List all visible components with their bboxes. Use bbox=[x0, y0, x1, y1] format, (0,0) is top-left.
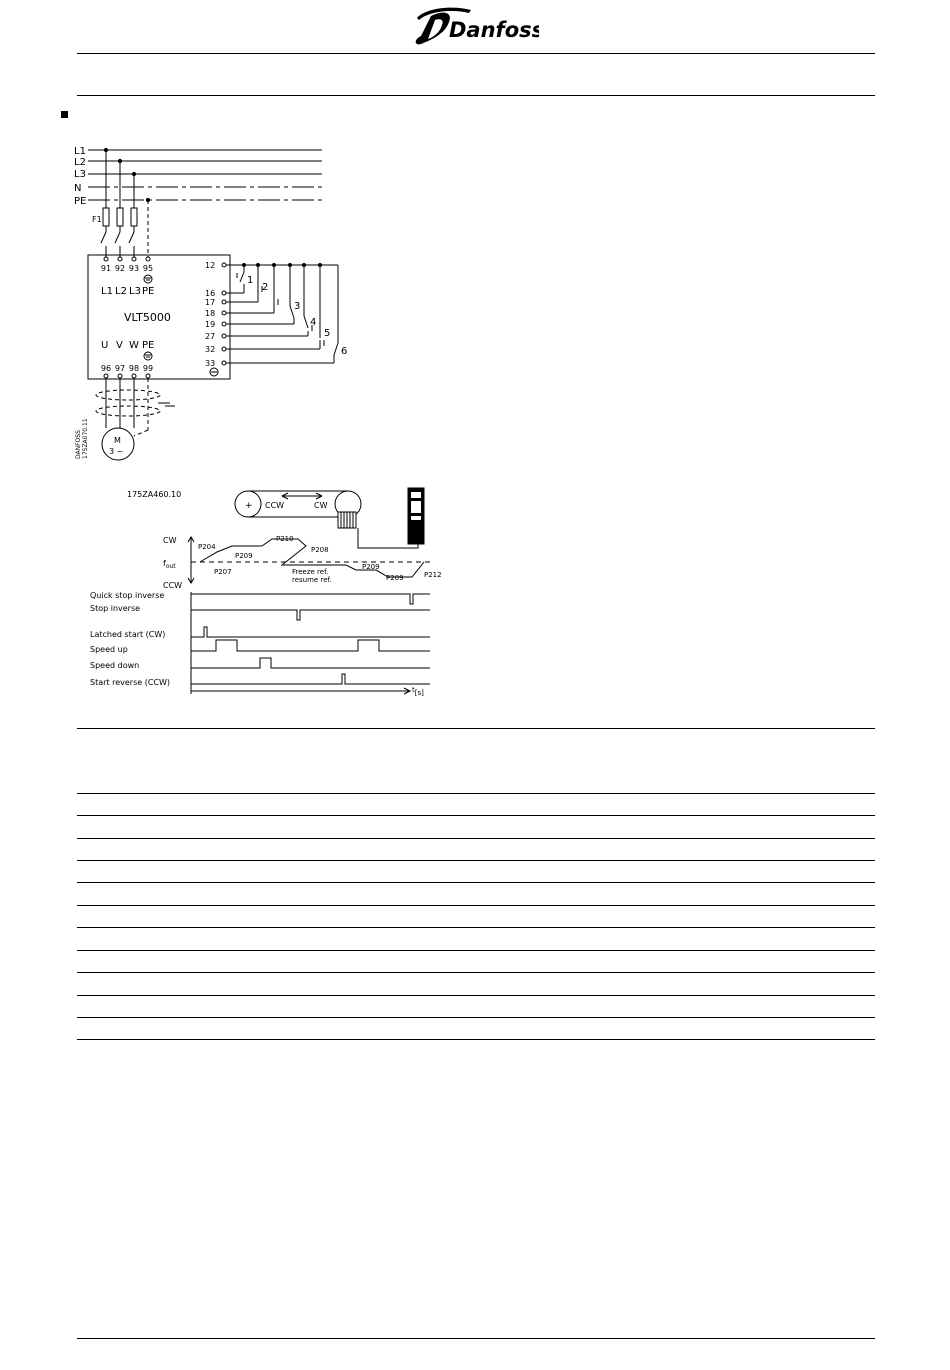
mains-terminals bbox=[104, 257, 150, 261]
phase-label-pe: PE bbox=[142, 286, 155, 297]
terminal-95: 95 bbox=[142, 264, 154, 273]
conveyor-motor-icon bbox=[338, 512, 356, 528]
fuses bbox=[101, 208, 137, 258]
resume-ref-label: resume ref. bbox=[292, 576, 332, 584]
terminal-92: 92 bbox=[114, 264, 126, 273]
motor-terminals bbox=[104, 374, 150, 378]
time-axis-label: t[s] bbox=[412, 686, 424, 697]
signal-traces bbox=[191, 592, 430, 694]
terminal-97: 97 bbox=[114, 364, 126, 373]
mains-phase-labels bbox=[101, 286, 154, 297]
line-label-l1: L1 bbox=[74, 146, 86, 157]
signal-start-reverse: Start reverse (CCW) bbox=[90, 678, 171, 687]
chassis-ground-icon bbox=[210, 368, 218, 376]
mains-line-labels bbox=[74, 146, 86, 207]
device-name: VLT5000 bbox=[124, 311, 171, 324]
motor-label-w: W bbox=[129, 340, 139, 351]
signal-stop-inverse: Stop inverse bbox=[90, 604, 141, 613]
table-row-rule bbox=[77, 815, 875, 816]
switch-number-4: 4 bbox=[310, 317, 317, 328]
switch-number-3: 3 bbox=[294, 301, 301, 312]
param-p209-c: P209 bbox=[386, 574, 404, 582]
switch-numbers bbox=[247, 275, 347, 357]
section-bullet-icon bbox=[61, 111, 68, 118]
param-p209-b: P209 bbox=[362, 563, 380, 571]
motor-phase-label: 3 ~ bbox=[109, 447, 124, 456]
drawing-code-line-2: 175ZA070.11 bbox=[82, 418, 89, 459]
footer-rule bbox=[77, 1338, 875, 1339]
line-label-l2: L2 bbox=[74, 157, 86, 168]
fuse-label: F1 bbox=[92, 215, 102, 224]
terminal-19: 19 bbox=[205, 320, 216, 329]
trace-quick-stop-inverse bbox=[191, 594, 430, 604]
line-label-l3: L3 bbox=[74, 169, 86, 180]
terminal-17: 17 bbox=[205, 298, 216, 307]
trace-stop-inverse bbox=[191, 610, 430, 620]
terminal-96: 96 bbox=[100, 364, 112, 373]
table-row-rule bbox=[77, 995, 875, 996]
motor-terminal-numbers bbox=[101, 364, 153, 373]
phase-label-l2: L2 bbox=[115, 286, 127, 297]
mains-lines bbox=[88, 148, 322, 262]
trace-speed-up bbox=[191, 640, 430, 651]
signal-quick-stop-inverse: Quick stop inverse bbox=[90, 591, 165, 600]
signal-speed-down: Speed down bbox=[90, 661, 140, 670]
motor-ground-symbol-icon bbox=[144, 352, 152, 360]
mains-terminal-numbers bbox=[101, 264, 153, 273]
trace-start-reverse bbox=[191, 674, 430, 684]
terminal-18: 18 bbox=[205, 309, 216, 318]
param-p204: P204 bbox=[198, 543, 216, 551]
axis-fout-label: $f_{out}$ bbox=[163, 559, 176, 570]
motor-label-v: V bbox=[116, 340, 123, 351]
signal-labels bbox=[90, 591, 170, 687]
timing-drawing-code: 175ZA460.10 bbox=[127, 490, 182, 499]
table-row-rule bbox=[77, 950, 875, 951]
logo-wordmark bbox=[416, 8, 539, 45]
table-row-rule bbox=[77, 793, 875, 794]
param-p210: P210 bbox=[276, 535, 294, 543]
motor-phase-labels bbox=[101, 340, 154, 351]
trace-latched-start bbox=[191, 627, 430, 637]
phase-label-l3: L3 bbox=[129, 286, 141, 297]
table-row-rule bbox=[77, 1017, 875, 1018]
danfoss-logo bbox=[413, 6, 539, 54]
param-p209-a: P209 bbox=[235, 552, 253, 560]
terminal-93: 93 bbox=[128, 264, 140, 273]
ground-symbol-icon bbox=[144, 275, 152, 283]
terminal-27: 27 bbox=[205, 332, 216, 341]
axis-cw-label: CW bbox=[163, 536, 177, 545]
freeze-ref-label: Freeze ref. bbox=[292, 568, 329, 576]
table-rule-bottom bbox=[77, 1039, 875, 1040]
terminal-99: 99 bbox=[142, 364, 154, 373]
line-label-pe: PE bbox=[74, 196, 87, 207]
terminal-33: 33 bbox=[205, 359, 216, 368]
belt-ccw-label: CCW bbox=[265, 501, 285, 510]
header-rule-bottom bbox=[77, 95, 875, 96]
motor-label-pe: PE bbox=[142, 340, 155, 351]
control-wiring bbox=[226, 264, 338, 364]
vlt-drive-icon bbox=[408, 488, 424, 544]
motor-cable bbox=[96, 378, 175, 436]
table-row-rule bbox=[77, 972, 875, 973]
param-p212: P212 bbox=[424, 571, 442, 579]
table-row-rule bbox=[77, 838, 875, 839]
header-rule-top bbox=[77, 53, 875, 54]
table-row-rule bbox=[77, 905, 875, 906]
terminal-12: 12 bbox=[205, 261, 216, 270]
line-label-n: N bbox=[74, 183, 82, 194]
switch-number-1: 1 bbox=[247, 275, 254, 286]
timing-diagram bbox=[85, 483, 447, 705]
axis-ccw-label: CCW bbox=[163, 581, 183, 590]
logo-text: Danfoss bbox=[449, 18, 539, 42]
control-terminal-circles bbox=[222, 263, 226, 365]
table-row-rule bbox=[77, 882, 875, 883]
wiring-diagram bbox=[72, 142, 362, 467]
terminal-91: 91 bbox=[100, 264, 112, 273]
phase-label-l1: L1 bbox=[101, 286, 113, 297]
table-row-rule bbox=[77, 927, 875, 928]
param-p208: P208 bbox=[311, 546, 329, 554]
control-terminal-numbers bbox=[205, 261, 215, 368]
terminal-32: 32 bbox=[205, 345, 216, 354]
belt-plus-label: + bbox=[245, 501, 253, 511]
drawing-code-line-1: DANFOSS bbox=[75, 430, 82, 459]
switch-number-5: 5 bbox=[324, 328, 331, 339]
switch-number-2: 2 bbox=[262, 282, 269, 293]
trace-speed-down bbox=[191, 658, 430, 668]
terminal-98: 98 bbox=[128, 364, 140, 373]
switch-number-6: 6 bbox=[341, 346, 348, 357]
motor-label-u: U bbox=[101, 340, 109, 351]
table-row-rule bbox=[77, 860, 875, 861]
wiring-drawing-code bbox=[75, 418, 89, 459]
signal-latched-start: Latched start (CW) bbox=[90, 630, 166, 639]
param-p207: P207 bbox=[214, 568, 232, 576]
motor-symbol-label: M bbox=[114, 436, 121, 445]
table-rule-top bbox=[77, 728, 875, 729]
signal-speed-up: Speed up bbox=[90, 645, 128, 654]
terminal-16: 16 bbox=[205, 289, 216, 298]
belt-cw-label: CW bbox=[314, 501, 328, 510]
